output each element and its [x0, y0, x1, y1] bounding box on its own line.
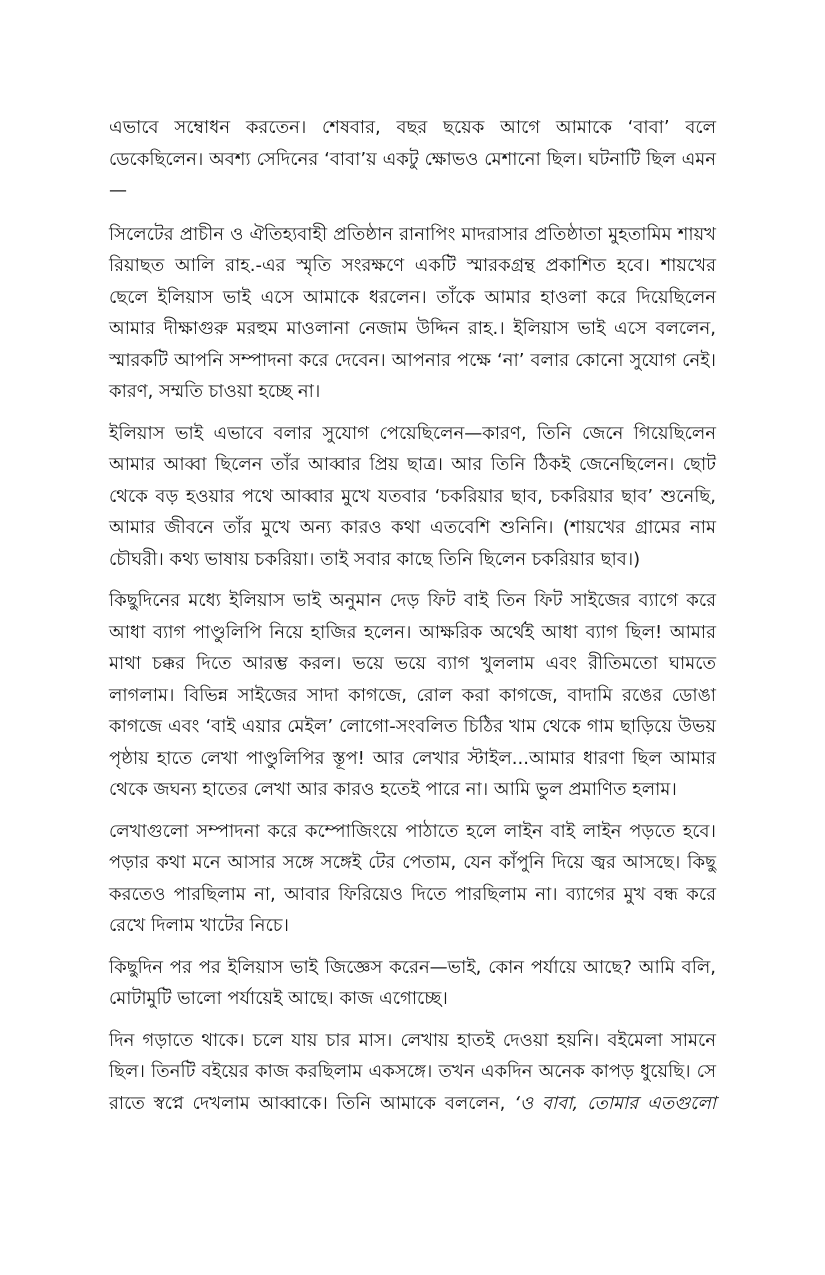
paragraph-3: ইলিয়াস ভাই এভাবে বলার সুযোগ পেয়েছিলেন—কারণ, তিনি জেনে গিয়েছিলেন আমার আব্বা ছিলেন তাঁর আব্বার প্রিয় ছাত্র। আর তিনি ঠিকই জেনেছিলেন। ছোট থেকে বড় হওয়ার পথে আব্বার মুখে যতবার ‘চকরিয়ার ছাব, চকরিয়ার ছাব’ শুনেছি, আমার জীবনে তাঁর মুখে অন্য কারও কথা এতবেশি শুনিনি। (শায়খের গ্রামের নাম চৌঘরী। কথ্য ভাষায় চকরিয়া। তাই সবার কাছে তিনি ছিলেন চকরিয়ার ছাব।): [109, 422, 716, 570]
paragraph-5: লেখাগুলো সম্পাদনা করে কম্পোজিংয়ে পাঠাতে হলে লাইন বাই লাইন পড়তে হবে। পড়ার কথা মনে আসার সঙ্গে সঙ্গেই টের পেতাম, যেন কাঁপুনি দিয়ে জ্বর আসছে। কিছু করতেও পারছিলাম না, আবার ফিরিয়েও দিতে পারছিলাম না। ব্যাগের মুখ বন্ধ করে রেখে দিলাম খাটের নিচে।: [109, 820, 716, 936]
paragraph-4: কিছুদিনের মধ্যে ইলিয়াস ভাই অনুমান দেড় ফিট বাই তিন ফিট সাইজের ব্যাগে করে আধা ব্যাগ পাণ্ডুলিপি নিয়ে হাজির হলেন। আক্ষরিক অর্থেই আধা ব্যাগ ছিল! আমার মাথা চক্কর দিতে আরম্ভ করল। ভয়ে ভয়ে ব্যাগ খুললাম এবং রীতিমতো ঘামতে লাগলাম। বিভিন্ন সাইজের সাদা কাগজে, রোল করা কাগজে, বাদামি রঙের ডোঙা কাগজে এবং ‘বাই এয়ার মেইল’ লোগো-সংবলিত চিঠির খাম থেকে গাম ছাড়িয়ে উভয় পৃষ্ঠায় হাতে লেখা পাণ্ডুলিপির স্তূপ! আর লেখার স্টাইল...আমার ধারণা ছিল আমার থেকে জঘন্য হাতের লেখা আর কারও হতেই পারে না। আমি ভুল প্রমাণিত হলাম।: [109, 590, 716, 800]
paragraph-7-text: দিন গড়াতে থাকে। চলে যায় চার মাস। লেখায় হাতই দেওয়া হয়নি। বইমেলা সামনে ছিল। তিনটি বইয়ের কাজ করছিলাম একসঙ্গে। তখন একদিন অনেক কাপড় ধুয়েছি। সে রাতে স্বপ্নে দেখলাম আব্বাকে। তিনি আমাকে বললেন,: [109, 1029, 716, 1114]
paragraph-7-italic-tail: ‘ও বাবা, তোমার এতগুলো: [514, 1092, 716, 1114]
paragraph-1: এভাবে সম্বোধন করতেন। শেষবার, বছর ছয়েক আগে আমাকে ‘বাবা’ বলে ডেকেছিলেন। অবশ্য সেদিনের ‘বাবা’য় একটু ক্ষোভও মেশানো ছিল। ঘটনাটি ছিল এমন—: [109, 117, 716, 201]
paragraph-6: কিছুদিন পর পর ইলিয়াস ভাই জিজ্ঞেস করেন—ভাই, কোন পর্যায়ে আছে? আমি বলি, মোটামুটি ভালো পর্যায়েই আছে। কাজ এগোচ্ছে।: [109, 956, 716, 1009]
paragraph-2: সিলেটের প্রাচীন ও ঐতিহ্যবাহী প্রতিষ্ঠান রানাপিং মাদরাসার প্রতিষ্ঠাতা মুহতামিম শায়খ রিয়াছত আলি রাহ.-এর স্মৃতি সংরক্ষণে একটি স্মারকগ্রন্থ প্রকাশিত হবে। শায়খের ছেলে ইলিয়াস ভাই এসে আমাকে ধরলেন। তাঁকে আমার হাওলা করে দিয়েছিলেন আমার দীক্ষাগুরু মরহুম মাওলানা নেজাম উদ্দিন রাহ.। ইলিয়াস ভাই এসে বললেন, স্মারকটি আপনি সম্পাদনা করে দেবেন। আপনার পক্ষে ‘না’ বলার কোনো সুযোগ নেই। কারণ, সম্মতি চাওয়া হচ্ছে না।: [109, 223, 716, 402]
paragraph-7: [109, 1025, 716, 1120]
book-page: [109, 112, 716, 1129]
